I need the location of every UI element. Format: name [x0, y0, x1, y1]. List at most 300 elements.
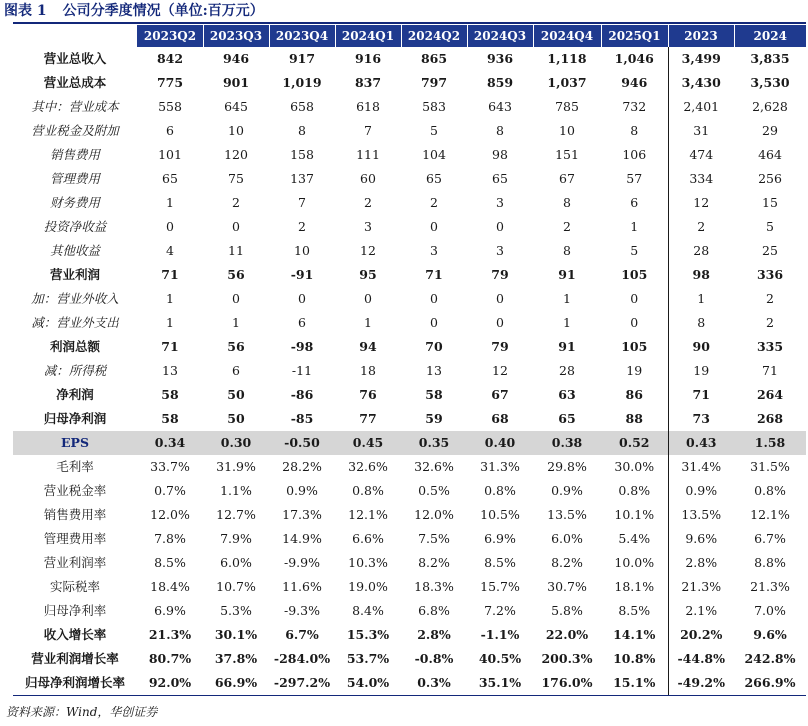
table-cell: 19.0% — [348, 579, 388, 594]
table-cell: 37.8% — [214, 651, 258, 666]
table-cell: 29.8% — [547, 459, 587, 474]
table-cell: 5 — [630, 243, 639, 258]
column-header: 2023 — [668, 25, 734, 47]
table-cell: 0.8% — [618, 483, 651, 498]
row-label: 管理费用 — [49, 171, 100, 186]
table-cell: 98 — [668, 263, 734, 287]
table-cell: 7.8% — [154, 531, 186, 546]
table-cell: 120 — [224, 147, 248, 162]
table-cell: 22.0% — [545, 627, 589, 642]
table-cell: 0.8% — [754, 483, 786, 498]
table-cell: 8.4% — [352, 603, 384, 618]
table-cell: 7.0% — [754, 603, 786, 618]
table-cell: 86 — [625, 387, 643, 402]
table-cell: 19 — [626, 363, 643, 378]
table-cell: 0 — [430, 315, 438, 330]
table-cell: 14.1% — [613, 627, 656, 642]
table-cell: 76 — [359, 387, 377, 402]
table-cell: -9.9% — [284, 555, 320, 570]
table-cell: 0 — [166, 219, 174, 234]
table-cell: 4 — [166, 243, 174, 258]
table-cell: 66.9% — [203, 671, 269, 696]
table-row — [13, 47, 806, 71]
table-cell: 0.35 — [401, 431, 467, 455]
table-cell: 15.1% — [601, 671, 668, 696]
row-label: 净利润 — [56, 387, 94, 402]
table-cell: 10.8% — [613, 651, 656, 666]
table-body — [13, 47, 806, 696]
table-cell: -86 — [290, 387, 314, 402]
table-cell: 0 — [430, 219, 438, 234]
table-cell: 30.7% — [547, 579, 587, 594]
table-cell: 18 — [360, 363, 376, 378]
row-label: EPS — [13, 431, 137, 455]
table-cell: 0 — [630, 315, 639, 330]
table-cell: 20.2% — [668, 623, 734, 647]
table-cell: 3 — [496, 195, 504, 210]
table-cell: 6.9% — [484, 531, 516, 546]
table-cell: 50 — [227, 387, 245, 402]
table-row — [13, 431, 806, 455]
figure-number: 图表 1 — [4, 3, 47, 19]
table-cell: 2 — [563, 219, 571, 234]
table-cell: 775 — [156, 75, 184, 90]
table-cell: 797 — [420, 75, 448, 90]
table-cell: 104 — [422, 147, 446, 162]
table-cell: 5.3% — [220, 603, 252, 618]
table-cell: 17.3% — [282, 507, 322, 522]
table-cell: 7 — [298, 195, 306, 210]
table-cell: 91 — [558, 267, 576, 282]
table-cell: 8 — [298, 123, 306, 138]
table-cell: 18.1% — [614, 579, 655, 594]
table-cell: 56 — [227, 267, 245, 282]
row-label: 归母净利润 — [43, 411, 107, 426]
column-header: 2024Q4 — [533, 25, 601, 47]
column-header: 2024Q3 — [467, 25, 533, 47]
table-cell: 79 — [491, 339, 509, 354]
table-cell: 68 — [491, 411, 509, 426]
row-label: 利润总额 — [49, 339, 100, 354]
table-cell: 21.3% — [148, 627, 192, 642]
table-cell: 28 — [668, 239, 734, 263]
table-cell: 1 — [166, 315, 174, 330]
source-note: 资料来源：Wind，华创证券 — [6, 705, 158, 719]
row-label: 财务费用 — [49, 195, 100, 210]
table-cell: 10 — [559, 123, 575, 138]
row-label: 营业总成本 — [43, 75, 107, 90]
table-cell: 90 — [668, 335, 734, 359]
table-cell: 28.2% — [282, 459, 322, 474]
table-cell: 12 — [492, 363, 508, 378]
table-cell: 58 — [161, 387, 179, 402]
table-cell: -0.50 — [269, 431, 335, 455]
table-cell: 5.4% — [618, 531, 651, 546]
table-cell: 8 — [668, 311, 734, 335]
row-label: 实际税率 — [49, 579, 100, 594]
table-cell: 79 — [491, 267, 509, 282]
table-row — [13, 335, 806, 359]
table-cell: 13.5% — [668, 503, 734, 527]
table-row — [13, 263, 806, 287]
column-header: 2023Q3 — [203, 25, 269, 47]
table-cell: 8 — [630, 123, 639, 138]
table-cell: 8.2% — [418, 555, 450, 570]
table-cell: 10.5% — [480, 507, 520, 522]
table-cell: 60 — [360, 171, 376, 186]
table-row — [13, 551, 806, 575]
table-cell: 0.9% — [286, 483, 318, 498]
table-cell: 916 — [354, 51, 382, 66]
table-cell: 94 — [359, 339, 377, 354]
row-label: 减：营业外支出 — [31, 315, 119, 330]
table-cell: 75 — [228, 171, 244, 186]
table-cell: 0.9% — [551, 483, 583, 498]
header-corner — [13, 25, 137, 47]
table-cell: 2.8% — [668, 551, 734, 575]
table-cell: 0.8% — [484, 483, 516, 498]
table-cell: 1 — [563, 315, 571, 330]
table-cell: 12.1% — [750, 507, 790, 522]
table-cell: 0 — [630, 291, 639, 306]
table-row — [13, 359, 806, 383]
table-cell: 6.7% — [754, 531, 786, 546]
table-cell: 95 — [359, 267, 377, 282]
table-cell: 28 — [559, 363, 575, 378]
table-cell: 91 — [558, 339, 576, 354]
row-label: 加：营业外收入 — [31, 291, 119, 306]
table-cell: 3 — [364, 219, 372, 234]
table-cell: 88 — [625, 411, 643, 426]
table-cell: -44.8% — [668, 647, 734, 671]
table-cell: 67 — [559, 171, 575, 186]
table-cell: 0 — [298, 291, 306, 306]
table-cell: 21.3% — [750, 579, 790, 594]
table-cell: 10 — [228, 123, 244, 138]
table-cell: 8.5% — [154, 555, 186, 570]
row-label: 收入增长率 — [43, 627, 107, 642]
table-cell: 2 — [668, 215, 734, 239]
table-row — [13, 95, 806, 119]
table-cell: 54.0% — [335, 671, 401, 696]
table-cell: 5 — [766, 219, 774, 234]
table-cell: -98 — [290, 339, 314, 354]
table-cell: 21.3% — [668, 575, 734, 599]
table-cell: 31.3% — [480, 459, 520, 474]
table-row — [13, 407, 806, 431]
table-cell: 98 — [492, 147, 508, 162]
table-cell: 8 — [563, 243, 571, 258]
table-cell: 33.7% — [150, 459, 190, 474]
table-cell: 176.0% — [533, 671, 601, 696]
table-cell: 859 — [486, 75, 514, 90]
table-cell: 474 — [668, 143, 734, 167]
table-cell: -297.2% — [269, 671, 335, 696]
table-cell: 842 — [156, 51, 184, 66]
table-row — [13, 191, 806, 215]
table-cell: 6.6% — [352, 531, 384, 546]
table-cell: 6.0% — [220, 555, 252, 570]
table-cell: 583 — [422, 99, 446, 114]
table-cell: -49.2% — [668, 671, 734, 696]
title-rule — [13, 22, 806, 24]
row-label: 营业利润率 — [43, 555, 107, 570]
table-row — [13, 311, 806, 335]
table-cell: 335 — [756, 339, 784, 354]
table-cell: 70 — [425, 339, 443, 354]
table-cell: 901 — [222, 75, 250, 90]
table-cell: 1,037 — [547, 75, 587, 90]
table-cell: 56 — [227, 339, 245, 354]
table-cell: 266.9% — [734, 671, 806, 696]
table-cell: 946 — [621, 75, 648, 90]
table-cell: 9.6% — [668, 527, 734, 551]
table-cell: 643 — [488, 99, 512, 114]
table-row — [13, 383, 806, 407]
table-cell: 6.0% — [551, 531, 583, 546]
header-row — [13, 25, 806, 47]
table-cell: 12.0% — [414, 507, 454, 522]
table-cell: 50 — [227, 411, 245, 426]
table-cell: 8 — [563, 195, 571, 210]
table-cell: 8.5% — [618, 603, 651, 618]
table-cell: -91 — [290, 267, 314, 282]
table-cell: 53.7% — [346, 651, 390, 666]
table-cell: 30.1% — [214, 627, 258, 642]
table-cell: 31.4% — [668, 455, 734, 479]
table-cell: 13.5% — [547, 507, 587, 522]
table-cell: 71 — [668, 383, 734, 407]
table-cell: 8.2% — [551, 555, 583, 570]
table-cell: 658 — [290, 99, 314, 114]
table-cell: 40.5% — [478, 651, 522, 666]
table-cell: 19 — [668, 359, 734, 383]
table-cell: -9.3% — [284, 603, 320, 618]
table-cell: 865 — [420, 51, 448, 66]
table-cell: 6.9% — [154, 603, 186, 618]
table-cell: 1 — [563, 291, 571, 306]
table-cell: 0.30 — [203, 431, 269, 455]
table-cell: 2 — [298, 219, 306, 234]
table-cell: 65 — [558, 411, 576, 426]
table-cell: 0.38 — [533, 431, 601, 455]
table-cell: 10 — [294, 243, 310, 258]
table-cell: 6 — [166, 123, 174, 138]
table-cell: 917 — [288, 51, 316, 66]
table-cell: 2.8% — [417, 627, 451, 642]
table-cell: 7 — [364, 123, 372, 138]
table-cell: 6.8% — [418, 603, 450, 618]
table-cell: 71 — [161, 267, 179, 282]
column-header: 2023Q2 — [137, 25, 203, 47]
table-cell: 6.7% — [285, 627, 319, 642]
table-cell: 268 — [756, 411, 784, 426]
table-cell: 32.6% — [348, 459, 388, 474]
table-cell: 14.9% — [282, 531, 322, 546]
table-cell: 0.43 — [668, 431, 734, 455]
table-cell: 31.9% — [216, 459, 256, 474]
table-row — [13, 455, 806, 479]
table-cell: 1 — [630, 219, 639, 234]
table-cell: 6 — [298, 315, 306, 330]
table-cell: 10.0% — [614, 555, 655, 570]
table-cell: 0 — [496, 219, 504, 234]
table-cell: 464 — [758, 147, 782, 162]
row-label: 营业利润增长率 — [31, 651, 119, 666]
table-row — [13, 575, 806, 599]
table-cell: 2,401 — [668, 95, 734, 119]
table-cell: 106 — [622, 147, 647, 162]
table-cell: 9.6% — [753, 627, 787, 642]
table-cell: 0 — [496, 291, 504, 306]
table-cell: 58 — [161, 411, 179, 426]
table-cell: 1 — [668, 287, 734, 311]
table-cell: 8.8% — [754, 555, 786, 570]
table-cell: 35.1% — [467, 671, 533, 696]
table-cell: 946 — [222, 51, 250, 66]
table-cell: 645 — [224, 99, 248, 114]
table-cell: 105 — [621, 339, 648, 354]
table-cell: 1 — [364, 315, 372, 330]
table-cell: 264 — [756, 387, 784, 402]
table-cell: 105 — [621, 267, 648, 282]
table-row — [13, 143, 806, 167]
table-row — [13, 599, 806, 623]
column-header: 2025Q1 — [601, 25, 668, 47]
table-cell: 2 — [232, 195, 240, 210]
table-cell: 92.0% — [137, 671, 203, 696]
table-cell: 0.9% — [668, 479, 734, 503]
table-cell: 101 — [158, 147, 182, 162]
table-cell: 151 — [555, 147, 579, 162]
table-cell: 1,118 — [547, 51, 587, 66]
table-cell: 2 — [430, 195, 438, 210]
table-cell: 71 — [762, 363, 778, 378]
table-cell: 13 — [426, 363, 442, 378]
table-cell: 59 — [425, 411, 443, 426]
table-row — [13, 71, 806, 95]
table-cell: 0.52 — [601, 431, 668, 455]
table-cell: 0 — [364, 291, 372, 306]
table-cell: 0.7% — [154, 483, 186, 498]
row-label: 投资净收益 — [43, 219, 107, 234]
table-cell: 3 — [430, 243, 438, 258]
table-cell: 618 — [356, 99, 380, 114]
table-row — [13, 215, 806, 239]
table-cell: 0.45 — [335, 431, 401, 455]
row-label: 归母净利润增长率 — [13, 671, 137, 696]
row-label: 毛利率 — [56, 459, 94, 474]
table-row — [13, 479, 806, 503]
row-label: 营业总收入 — [43, 51, 107, 66]
table-cell: 558 — [158, 99, 182, 114]
row-label: 营业利润 — [49, 267, 100, 282]
table-cell: 77 — [359, 411, 377, 426]
table-row — [13, 527, 806, 551]
table-cell: 12 — [668, 191, 734, 215]
table-row — [13, 647, 806, 671]
table-cell: 6 — [630, 195, 639, 210]
row-label: 减：所得税 — [43, 363, 107, 378]
table-cell: -0.8% — [414, 651, 454, 666]
table-cell: -11 — [291, 363, 313, 378]
table-cell: 31.5% — [750, 459, 790, 474]
table-row — [13, 167, 806, 191]
table-cell: -85 — [290, 411, 314, 426]
table-cell: 15 — [762, 195, 778, 210]
quarterly-financial-table — [13, 25, 806, 696]
table-cell: 2 — [364, 195, 372, 210]
table-cell: 3,499 — [668, 47, 734, 71]
table-cell: 0 — [232, 219, 240, 234]
table-cell: 12.1% — [348, 507, 388, 522]
table-cell: 10.3% — [348, 555, 388, 570]
table-cell: 58 — [425, 387, 443, 402]
table-row — [13, 287, 806, 311]
row-label: 营业税金及附加 — [31, 123, 119, 138]
table-cell: 5 — [430, 123, 438, 138]
table-cell: 10.7% — [216, 579, 256, 594]
table-cell: 137 — [290, 171, 314, 186]
row-label: 销售费用 — [49, 147, 100, 162]
table-cell: 12.0% — [150, 507, 190, 522]
table-cell: 2,628 — [752, 99, 788, 114]
table-cell: 1.1% — [220, 483, 252, 498]
table-cell: 0 — [232, 291, 240, 306]
table-cell: 785 — [555, 99, 579, 114]
table-cell: 15.7% — [480, 579, 520, 594]
table-cell: 242.8% — [744, 651, 796, 666]
table-cell: 732 — [622, 99, 647, 114]
table-cell: 8 — [496, 123, 504, 138]
table-cell: 1 — [232, 315, 240, 330]
table-cell: 6 — [232, 363, 240, 378]
table-cell: 2.1% — [668, 599, 734, 623]
table-cell: 18.4% — [150, 579, 190, 594]
table-cell: 0 — [496, 315, 504, 330]
table-cell: 0.34 — [137, 431, 203, 455]
table-cell: 7.2% — [484, 603, 516, 618]
table-cell: 57 — [626, 171, 643, 186]
table-row — [13, 671, 806, 696]
table-cell: 65 — [426, 171, 442, 186]
table-cell: 29 — [762, 123, 778, 138]
table-cell: 111 — [356, 147, 380, 162]
table-cell: 65 — [162, 171, 178, 186]
row-label: 其他收益 — [49, 243, 100, 258]
table-cell: 336 — [756, 267, 784, 282]
table-cell: 73 — [668, 407, 734, 431]
table-cell: 837 — [354, 75, 382, 90]
table-cell: 3,430 — [668, 71, 734, 95]
table-cell: 2 — [766, 291, 774, 306]
table-cell: 10.1% — [614, 507, 655, 522]
table-cell: 1 — [166, 291, 174, 306]
table-cell: 12.7% — [216, 507, 256, 522]
table-cell: 63 — [558, 387, 576, 402]
row-label: 营业税金率 — [43, 483, 107, 498]
table-cell: 31 — [668, 119, 734, 143]
table-cell: 13 — [162, 363, 178, 378]
row-label: 管理费用率 — [43, 531, 107, 546]
table-cell: 1,046 — [614, 51, 654, 66]
table-cell: 200.3% — [541, 651, 593, 666]
table-row — [13, 119, 806, 143]
table-cell: 5.8% — [551, 603, 583, 618]
table-cell: 0.5% — [418, 483, 450, 498]
table-cell: -1.1% — [480, 627, 520, 642]
table-cell: 67 — [491, 387, 509, 402]
